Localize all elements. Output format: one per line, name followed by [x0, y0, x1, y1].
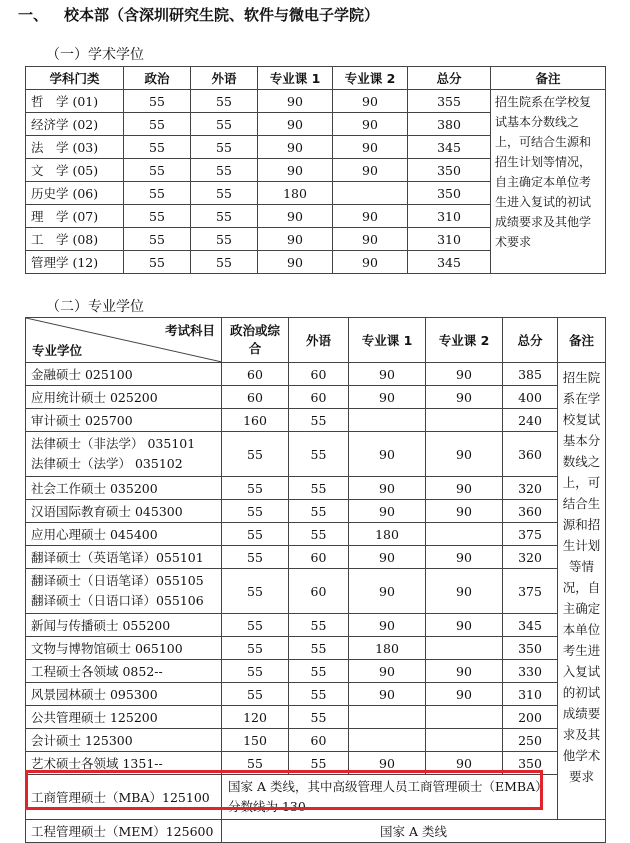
score-cell: [349, 706, 426, 729]
score-cell: 330: [503, 660, 558, 683]
score-cell: 320: [503, 546, 558, 569]
degree-cell: [26, 386, 222, 409]
score-cell: 60: [222, 386, 289, 409]
score-cell: 310: [408, 205, 491, 228]
score-cell: 350: [408, 159, 491, 182]
degree-cell: [26, 477, 222, 500]
header-degree: 专业学位: [32, 343, 83, 358]
degree-cell: [26, 706, 222, 729]
score-cell: 55: [124, 228, 191, 251]
discipline-cell: 历史学 (06): [26, 182, 124, 205]
discipline-cell: 工 学 (08): [26, 228, 124, 251]
score-cell: 180: [349, 523, 426, 546]
score-cell: 90: [349, 569, 426, 614]
score-cell: 55: [191, 205, 258, 228]
score-cell: 60: [289, 729, 349, 752]
discipline-cell: 管理学 (12): [26, 251, 124, 274]
score-cell: 55: [222, 752, 289, 775]
score-cell: 90: [258, 251, 333, 274]
score-cell: 55: [222, 432, 289, 477]
degree-cell: [26, 363, 222, 386]
degree-label: 翻译硕士（英语笔译）055101: [31, 550, 204, 565]
degree-cell: [26, 683, 222, 706]
score-cell: 55: [191, 159, 258, 182]
degree-label: 风景园林硕士 095300: [31, 687, 158, 702]
score-cell: 90: [258, 90, 333, 113]
section-title: 校本部（含深圳研究生院、软件与微电子学院）: [64, 6, 380, 24]
score-cell: [426, 523, 503, 546]
score-cell: 55: [222, 660, 289, 683]
score-cell: 90: [333, 228, 408, 251]
academic-note: 招生院系在学校复试基本分数线之上，可结合生源和招生计划等情况，自主确定本单位考生进入复试的初试成绩要求及其他学术要求: [491, 90, 606, 274]
score-cell: 355: [408, 90, 491, 113]
degree-cell: [26, 432, 222, 477]
score-cell: 55: [289, 500, 349, 523]
score-cell: 90: [426, 500, 503, 523]
score-cell: 60: [289, 546, 349, 569]
score-cell: 180: [349, 637, 426, 660]
score-cell: 350: [408, 182, 491, 205]
professional-row: [26, 614, 606, 637]
degree-label: 翻译硕士（日语笔译）055105: [31, 573, 204, 588]
score-cell: 200: [503, 706, 558, 729]
score-cell: 90: [349, 386, 426, 409]
degree-cell: 工商管理硕士（MBA）125100: [26, 775, 222, 820]
degree-cell: [26, 523, 222, 546]
score-cell: 150: [222, 729, 289, 752]
score-cell: 55: [124, 90, 191, 113]
score-cell: 90: [333, 205, 408, 228]
score-cell: 90: [258, 136, 333, 159]
degree-cell: [26, 637, 222, 660]
degree-label: 新闻与传播硕士 055200: [31, 618, 171, 633]
score-cell: 380: [408, 113, 491, 136]
score-cell: 55: [289, 614, 349, 637]
score-cell: 55: [289, 523, 349, 546]
professional-row: [26, 660, 606, 683]
professional-row: [26, 500, 606, 523]
professional-title: （二）专业学位: [46, 299, 144, 315]
degree-label: 会计硕士 125300: [31, 733, 133, 748]
professional-row: [26, 363, 606, 386]
score-cell: 90: [349, 752, 426, 775]
score-cell: 90: [426, 569, 503, 614]
degree-cell: [26, 500, 222, 523]
score-cell: 360: [503, 432, 558, 477]
score-cell: 90: [349, 432, 426, 477]
score-cell: 55: [191, 251, 258, 274]
score-cell: 345: [503, 614, 558, 637]
score-cell: 55: [124, 136, 191, 159]
mba-highlight-box: [25, 770, 543, 810]
score-cell: 385: [503, 363, 558, 386]
score-cell: [426, 409, 503, 432]
score-cell: 345: [408, 251, 491, 274]
header-major2: 专业课 2: [333, 67, 408, 90]
score-cell: 55: [191, 90, 258, 113]
score-cell: 55: [124, 113, 191, 136]
professional-row: [26, 637, 606, 660]
header-remarks: 备注: [491, 67, 606, 90]
score-cell: 90: [258, 113, 333, 136]
score-cell: 55: [289, 752, 349, 775]
professional-row: [26, 569, 606, 614]
academic-table: [25, 66, 606, 274]
score-cell: 60: [289, 569, 349, 614]
discipline-cell: 经济学 (02): [26, 113, 124, 136]
score-cell: 55: [289, 637, 349, 660]
score-cell: 90: [426, 432, 503, 477]
score-cell: 55: [222, 637, 289, 660]
score-cell: 55: [222, 546, 289, 569]
score-cell: 345: [408, 136, 491, 159]
score-cell: 90: [258, 228, 333, 251]
score-cell: 55: [124, 159, 191, 182]
score-cell: 400: [503, 386, 558, 409]
score-cell: 375: [503, 523, 558, 546]
section-number: 一、: [18, 6, 49, 24]
header-subjects: 考试科目: [164, 323, 215, 338]
degree-cell: [26, 614, 222, 637]
score-cell: 55: [124, 182, 191, 205]
degree-label: 应用心理硕士 045400: [31, 527, 158, 542]
score-cell: 90: [258, 205, 333, 228]
score-cell: 375: [503, 569, 558, 614]
discipline-cell: 哲 学 (01): [26, 90, 124, 113]
degree-cell: [26, 546, 222, 569]
score-cell: 90: [426, 477, 503, 500]
header-remarks: 备注: [558, 318, 606, 363]
score-cell: 90: [333, 136, 408, 159]
score-cell: 120: [222, 706, 289, 729]
score-cell: 180: [258, 182, 333, 205]
score-cell: [333, 182, 408, 205]
score-cell: 60: [222, 363, 289, 386]
mem-row: [26, 820, 606, 843]
professional-row: [26, 546, 606, 569]
score-cell: 55: [191, 136, 258, 159]
professional-row: [26, 432, 606, 477]
score-cell: 55: [124, 205, 191, 228]
score-cell: 350: [503, 752, 558, 775]
academic-header-row: [26, 67, 606, 90]
score-cell: 55: [222, 523, 289, 546]
score-cell: 90: [333, 251, 408, 274]
header-politics: 政治: [124, 67, 191, 90]
degree-label: 审计硕士 025700: [31, 413, 133, 428]
score-cell: 90: [349, 660, 426, 683]
degree-label: 艺术硕士各领域 1351--: [31, 756, 163, 771]
score-cell: 55: [222, 569, 289, 614]
score-cell: 55: [222, 500, 289, 523]
professional-row: [26, 409, 606, 432]
score-cell: 350: [503, 637, 558, 660]
degree-cell: [26, 729, 222, 752]
professional-table: [25, 317, 606, 843]
score-cell: 310: [503, 683, 558, 706]
degree-cell: [26, 409, 222, 432]
degree-label: 应用统计硕士 025200: [31, 390, 158, 405]
score-cell: 55: [191, 113, 258, 136]
degree-label: 社会工作硕士 035200: [31, 481, 158, 496]
header-language: 外语: [191, 67, 258, 90]
header-discipline: 学科门类: [26, 67, 124, 90]
score-cell: 310: [408, 228, 491, 251]
score-cell: 90: [333, 90, 408, 113]
score-cell: 90: [333, 159, 408, 182]
header-total: 总分: [408, 67, 491, 90]
score-cell: 55: [222, 683, 289, 706]
section-heading: [18, 4, 379, 25]
degree-label: 汉语国际教育硕士 045300: [31, 504, 183, 519]
score-cell: 90: [426, 614, 503, 637]
header-major1: 专业课 1: [349, 318, 426, 363]
score-cell: 90: [426, 660, 503, 683]
professional-row: [26, 706, 606, 729]
score-cell: 90: [349, 477, 426, 500]
header-total: 总分: [503, 318, 558, 363]
score-cell: 90: [426, 386, 503, 409]
mem-note: 国家 A 类线: [222, 820, 606, 843]
score-cell: 90: [426, 546, 503, 569]
degree-cell: 工程管理硕士（MEM）125600: [26, 820, 222, 843]
degree-label: 法律硕士（法学） 035102: [31, 456, 183, 471]
degree-cell: [26, 660, 222, 683]
score-cell: 240: [503, 409, 558, 432]
score-cell: 55: [222, 477, 289, 500]
professional-row: [26, 683, 606, 706]
score-cell: [426, 729, 503, 752]
score-cell: 90: [258, 159, 333, 182]
degree-label: 公共管理硕士 125200: [31, 710, 158, 725]
professional-row: [26, 477, 606, 500]
score-cell: 90: [349, 614, 426, 637]
header-politics-combined: 政治或综合: [222, 318, 289, 363]
score-cell: 250: [503, 729, 558, 752]
score-cell: 55: [191, 228, 258, 251]
professional-header-row: [26, 318, 606, 363]
score-cell: 360: [503, 500, 558, 523]
score-cell: [426, 706, 503, 729]
score-cell: 55: [289, 706, 349, 729]
score-cell: [349, 729, 426, 752]
score-cell: 90: [426, 683, 503, 706]
score-cell: 55: [289, 432, 349, 477]
score-cell: 90: [426, 363, 503, 386]
score-cell: 60: [289, 386, 349, 409]
degree-label: 法律硕士（非法学） 035101: [31, 436, 196, 451]
degree-label: 金融硕士 025100: [31, 367, 133, 382]
score-cell: 55: [289, 660, 349, 683]
discipline-cell: 理 学 (07): [26, 205, 124, 228]
degree-cell: [26, 569, 222, 614]
score-cell: 90: [426, 752, 503, 775]
score-cell: 90: [333, 113, 408, 136]
score-cell: 320: [503, 477, 558, 500]
score-cell: 160: [222, 409, 289, 432]
mba-note: 国家 A 类线，其中高级管理人员工商管理硕士（EMBA）分数线为 130: [222, 775, 558, 820]
header-major1: 专业课 1: [258, 67, 333, 90]
score-cell: 55: [191, 182, 258, 205]
score-cell: 90: [349, 683, 426, 706]
score-cell: 55: [289, 683, 349, 706]
professional-row: [26, 523, 606, 546]
professional-row: [26, 729, 606, 752]
score-cell: 55: [289, 477, 349, 500]
header-major2: 专业课 2: [426, 318, 503, 363]
academic-title: （一）学术学位: [46, 47, 144, 63]
score-cell: 55: [222, 614, 289, 637]
header-diagonal-cell: [26, 318, 222, 363]
score-cell: 90: [349, 546, 426, 569]
degree-label: 工程硕士各领域 0852--: [31, 664, 163, 679]
professional-row: [26, 386, 606, 409]
academic-row: [26, 90, 606, 113]
degree-label: 翻译硕士（日语口译）055106: [31, 593, 204, 608]
score-cell: 90: [349, 363, 426, 386]
header-language: 外语: [289, 318, 349, 363]
score-cell: [349, 409, 426, 432]
score-cell: 90: [349, 500, 426, 523]
score-cell: [426, 637, 503, 660]
score-cell: 55: [289, 409, 349, 432]
discipline-cell: 文 学 (05): [26, 159, 124, 182]
degree-label: 文物与博物馆硕士 065100: [31, 641, 183, 656]
professional-note: 招生院系在学校复试基本分数线之上，可结合生源和招生计划等情况，自主确定本单位考生进入复试的初试成绩要求及其他学术要求: [558, 363, 606, 820]
discipline-cell: 法 学 (03): [26, 136, 124, 159]
score-cell: 55: [124, 251, 191, 274]
score-cell: 60: [289, 363, 349, 386]
